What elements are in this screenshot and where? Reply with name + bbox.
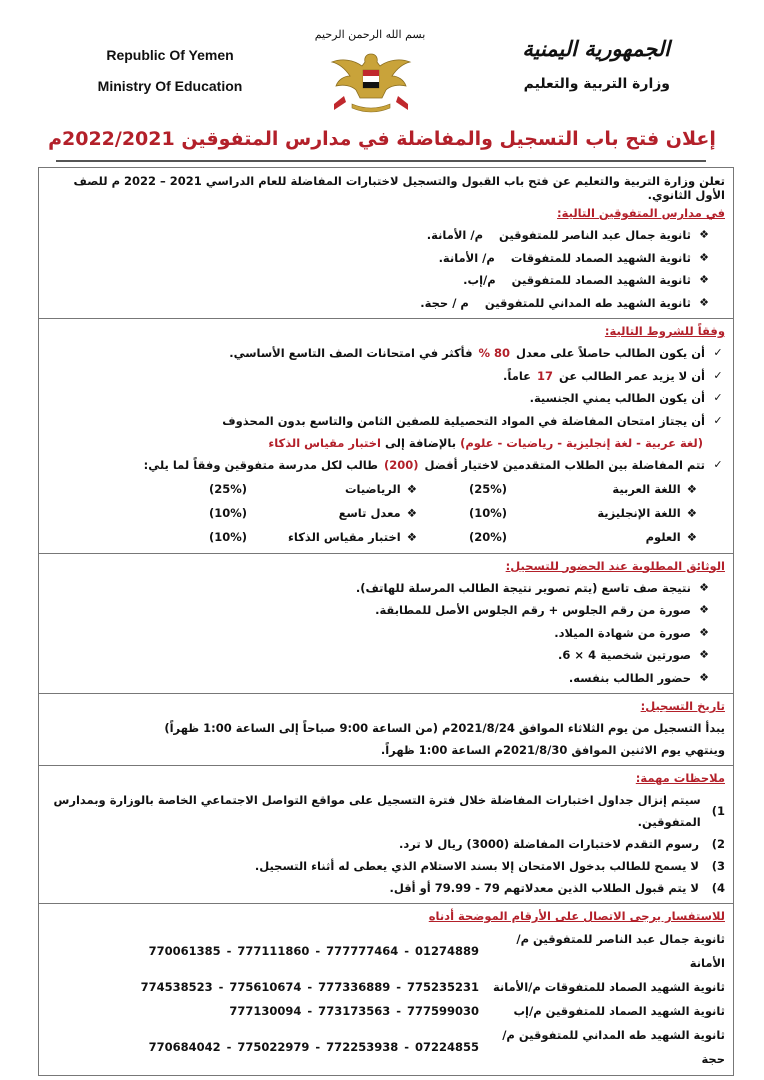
subject-label: اختبار مقياس الذكاء — [288, 529, 401, 544]
school-governorate: م / حجة. — [420, 295, 469, 310]
weight-value: (10%) — [208, 505, 247, 520]
diamond-bullet-icon: ❖ — [699, 670, 709, 684]
subject-label: اللغة الإنجليزية — [597, 505, 681, 520]
weight-value: (20%) — [468, 529, 507, 544]
document-item: صورة من شهادة الميلاد. — [554, 625, 691, 640]
note-text: لا يسمح للطالب بدخول الامتحان إلا بسند الاستلام الذي يعطى له أثناء التسجيل. — [254, 859, 699, 873]
contact-school: ثانوية الشهيد الصماد للمتفوقين م/إب — [513, 1004, 725, 1018]
contact-school: ثانوية الشهيد طه المداني للمتفوقين م/ حجة — [502, 1028, 725, 1066]
school-name: ثانوية الشهيد طه المداني للمتفوقين — [484, 295, 691, 310]
intro-text: تعلن وزارة التربية والتعليم عن فتح باب القبول والتسجيل لاختبارات المفاضلة للعام الدراسي 2021 – 2022 م للصف الأول الثانوي. — [73, 174, 725, 202]
diamond-bullet-icon: ❖ — [699, 295, 709, 309]
list-item — [47, 365, 725, 388]
diamond-bullet-icon: ❖ — [699, 625, 709, 639]
min-average: 80 % — [478, 346, 511, 360]
ministry-en: Ministry Of Education — [97, 78, 243, 94]
registration-end: وينتهي يوم الاثنين الموافق 2021/8/30م الساعة 1:00 ظهراً. — [380, 743, 725, 757]
contact-numbers: 770684042 - 775022979 - 772253938 - 07224855 — [148, 1040, 479, 1054]
subject-label: الرياضيات — [344, 481, 401, 496]
conditions-title: وفقاً للشروط التالية: — [604, 324, 725, 338]
condition-text: تتم المفاضلة بين الطلاب المتقدمين لاختيار أفضل — [424, 458, 705, 472]
list-item — [47, 622, 725, 645]
registration-start: يبدأ التسجيل من يوم الثلاثاء الموافق 2021/8/24م (من الساعة 9:00 صباحاً إلى الساعة 1:00 ظهراً) — [164, 721, 725, 735]
list-item — [47, 833, 725, 855]
max-age: 17 — [537, 368, 554, 383]
contact-school: ثانوية الشهيد الصماد للمتفوقات م/الأمانة — [492, 980, 725, 994]
date-title: تاريخ التسجيل: — [640, 699, 725, 713]
list-item — [47, 292, 725, 315]
ministry-ar: وزارة التربية والتعليم — [523, 76, 670, 92]
note-number: 4) — [711, 881, 725, 895]
list-item — [47, 877, 725, 899]
check-mark-icon: ✓ — [713, 413, 723, 427]
header-english — [80, 40, 260, 102]
list-item — [47, 247, 725, 270]
diamond-bullet-icon: ❖ — [406, 529, 417, 544]
condition-text: أن يكون الطالب يمني الجنسية. — [529, 391, 705, 405]
condition-text: أن لا يزيد عمر الطالب عن — [559, 368, 705, 383]
school-name: ثانوية الشهيد الصماد للمتفوقين — [511, 273, 691, 287]
diamond-bullet-icon: ❖ — [699, 273, 709, 286]
document-item: نتيجة صف تاسع (يتم تصوير نتيجة الطالب المرسلة للهاتف). — [355, 580, 691, 595]
check-mark-icon: ✓ — [713, 391, 723, 404]
announcement-body — [38, 167, 734, 1076]
weight-subject — [507, 477, 697, 501]
weight-value: (10%) — [208, 529, 247, 544]
subject-label: العلوم — [645, 529, 681, 544]
condition-text: فأكثر في امتحانات الصف التاسع الأساسي. — [229, 346, 473, 360]
weight-subject — [247, 525, 417, 549]
schools-section — [39, 168, 733, 319]
subject-label: اللغة العربية — [612, 481, 681, 496]
school-name: ثانوية جمال عبد الناصر للمتفوقين — [499, 228, 691, 242]
exam-subjects: (لغة عربية - لغة إنجليزية - رياضيات - علوم) — [460, 436, 703, 450]
yemen-eagle-emblem-icon — [326, 46, 416, 116]
note-text: رسوم التقدم لاختبارات المفاضلة (3000) ريال لا ترد. — [399, 837, 699, 851]
diamond-bullet-icon: ❖ — [406, 481, 417, 496]
condition-text: بالإضافة إلى — [385, 436, 457, 450]
condition-text: أن يكون الطالب حاصلاً على معدل — [516, 346, 705, 360]
school-governorate: م/ الأمانة. — [438, 250, 495, 265]
table-row — [47, 975, 725, 999]
weight-subject — [247, 501, 417, 525]
exam-subjects-line — [47, 432, 725, 454]
weights-grid — [47, 477, 725, 549]
note-text: لا يتم قبول الطلاب الذين معدلاتهم 79 - 79.99 أو أقل. — [389, 881, 699, 895]
weight-subject — [247, 477, 417, 501]
check-mark-icon: ✓ — [713, 346, 723, 359]
contact-numbers: 774538523 - 775610674 - 777336889 - 775235231 — [140, 980, 479, 994]
diamond-bullet-icon: ❖ — [686, 505, 697, 520]
conditions-section — [39, 319, 733, 554]
document-item: صورة من رقم الجلوس + رقم الجلوس الأصل للمطابقة. — [375, 603, 691, 617]
documents-section — [39, 554, 733, 695]
schools-title: في مدارس المتفوقين التالية: — [557, 206, 725, 220]
table-row — [47, 999, 725, 1023]
diamond-bullet-icon: ❖ — [699, 648, 709, 661]
weight-value: (25%) — [208, 481, 247, 496]
check-mark-icon: ✓ — [713, 368, 723, 382]
diamond-bullet-icon: ❖ — [699, 250, 709, 264]
weight-subject — [507, 501, 697, 525]
table-row — [47, 1023, 725, 1071]
note-number: 2) — [711, 837, 725, 851]
note-number: 3) — [711, 859, 725, 873]
list-item — [47, 599, 725, 622]
note-number: 1) — [711, 804, 725, 818]
list-item — [47, 410, 725, 433]
list-item — [47, 342, 725, 365]
document-item: حضور الطالب بنفسه. — [568, 670, 691, 685]
diamond-bullet-icon: ❖ — [699, 228, 709, 241]
document-item: صورتين شخصية 4 × 6. — [558, 648, 691, 662]
republic-ar: الجمهورية اليمنية — [522, 36, 670, 61]
notes-section — [39, 766, 733, 904]
notes-title: ملاحظات مهمة: — [635, 771, 725, 785]
check-mark-icon: ✓ — [713, 458, 723, 471]
weight-subject — [507, 525, 697, 549]
list-item — [47, 224, 725, 247]
list-item — [47, 855, 725, 877]
list-item — [47, 387, 725, 410]
table-row — [47, 927, 725, 975]
contact-numbers: 777130094 - 773173563 - 777599030 — [229, 1004, 479, 1018]
diamond-bullet-icon: ❖ — [406, 505, 417, 520]
list-item — [47, 577, 725, 600]
diamond-bullet-icon: ❖ — [686, 481, 697, 496]
school-name: ثانوية الشهيد الصماد للمتفوقات — [510, 250, 691, 265]
student-count: (200) — [383, 458, 419, 472]
weight-value: (25%) — [468, 481, 507, 496]
date-section — [39, 694, 733, 766]
documents-title: الوثائق المطلوبة عند الحضور للتسجيل: — [505, 558, 725, 573]
contacts-section — [39, 904, 733, 1075]
list-item — [47, 789, 725, 833]
condition-text: طالب لكل مدرسة متفوقين وفقاً لما يلي: — [143, 458, 378, 472]
diamond-bullet-icon: ❖ — [699, 603, 709, 616]
weight-value: (10%) — [468, 505, 507, 520]
subject-label: معدل تاسع — [338, 505, 401, 520]
header-arabic — [480, 34, 670, 92]
page-title: إعلان فتح باب التسجيل والمفاضلة في مدارس المتفوقين 2022/2021م — [48, 128, 716, 150]
school-governorate: م/ الأمانة. — [426, 228, 484, 242]
list-item — [47, 667, 725, 690]
diamond-bullet-icon: ❖ — [686, 529, 697, 544]
diamond-bullet-icon: ❖ — [699, 580, 709, 594]
condition-text: أن يجتاز امتحان المفاضلة في المواد التحصيلية للصفين الثامن والتاسع بدون المحذوف — [222, 413, 705, 428]
contact-numbers: 770061385 - 777111860 - 777777464 - 01274889 — [148, 944, 479, 958]
basmala: بسم الله الرحمن الرحيم — [314, 28, 426, 41]
list-item — [47, 454, 725, 477]
note-text: سيتم إنزال جداول اختبارات المفاضلة خلال فترة التسجيل على مواقع التواصل الاجتماعي الخاصة بالوزارة وبمدارس المتفوقين. — [53, 793, 701, 829]
condition-text: عاماً. — [503, 368, 532, 383]
contact-school: ثانوية جمال عبد الناصر للمتفوقين م/الأمانة — [516, 932, 725, 970]
iq-test: اختبار مقياس الذكاء — [268, 436, 381, 450]
title-divider — [56, 160, 706, 162]
list-item — [47, 269, 725, 292]
list-item — [47, 644, 725, 667]
contacts-title: للاستفسار يرجى الاتصال على الأرقام الموضحة أدناه — [428, 909, 725, 923]
school-governorate: م/إب. — [463, 273, 496, 287]
republic-en: Republic Of Yemen — [106, 47, 234, 63]
